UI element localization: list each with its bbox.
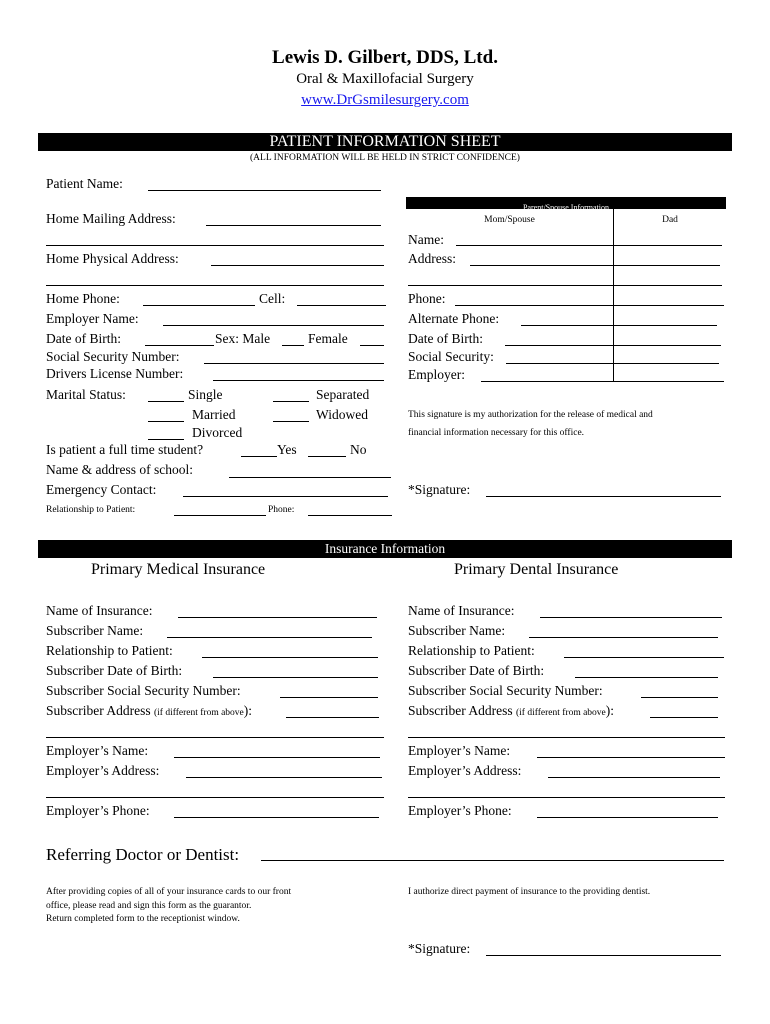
single-label: Single	[188, 387, 223, 402]
guarantor-note-2: office, please read and sign this form as the guarantor.	[46, 901, 252, 911]
parent-alt-phone-field[interactable]	[521, 325, 717, 326]
parent-employer-field[interactable]	[481, 381, 724, 382]
med-emp-name-field[interactable]	[174, 757, 380, 758]
female-field[interactable]	[360, 345, 384, 346]
relationship-label: Relationship to Patient:	[46, 505, 136, 515]
cell-field[interactable]	[297, 305, 386, 306]
divorced-blank[interactable]	[148, 439, 184, 440]
emergency-contact-field[interactable]	[183, 496, 388, 497]
drivers-license-label: Drivers License Number:	[46, 366, 184, 381]
med-if-different-close: ):	[243, 703, 253, 718]
dent-relationship-field[interactable]	[564, 657, 724, 658]
guarantor-note-1: After providing copies of all of your insurance cards to our front	[46, 887, 292, 897]
school-field[interactable]	[229, 477, 391, 478]
home-physical-field-2[interactable]	[46, 285, 384, 286]
dent-emp-address-field[interactable]	[548, 777, 720, 778]
med-sub-ssn-field[interactable]	[280, 697, 378, 698]
sex-male-field[interactable]	[282, 345, 304, 346]
school-label: Name & address of school:	[46, 462, 193, 477]
patient-name-label: Patient Name:	[46, 176, 123, 191]
parent-employer-label: Employer:	[408, 367, 465, 382]
authorization-text-1: This signature is my authorization for the release of medical and	[408, 410, 653, 420]
dent-emp-name-label: Employer’s Name:	[408, 743, 511, 758]
med-emp-address-field[interactable]	[186, 777, 382, 778]
sheet-title: PATIENT INFORMATION SHEET	[269, 133, 501, 150]
website-link[interactable]: www.DrGsmilesurgery.com	[301, 92, 469, 108]
patient-name-field[interactable]	[148, 190, 381, 191]
dent-emp-name-field[interactable]	[537, 757, 725, 758]
insurance-title-bar	[38, 540, 732, 558]
home-phone-label: Home Phone:	[46, 291, 120, 306]
separated-label: Separated	[316, 387, 370, 402]
dent-insurance-name-field[interactable]	[540, 617, 722, 618]
home-physical-field[interactable]	[211, 265, 384, 266]
med-insurance-name-label: Name of Insurance:	[46, 603, 153, 618]
med-relationship-label: Relationship to Patient:	[46, 643, 173, 658]
med-sub-address-field[interactable]	[286, 717, 379, 718]
dent-sub-dob-label: Subscriber Date of Birth:	[408, 663, 545, 678]
mom-spouse-column: Mom/Spouse	[484, 215, 535, 225]
guarantor-signature-field[interactable]	[486, 955, 721, 956]
dent-emp-address-label: Employer’s Address:	[408, 763, 522, 778]
parent-name-field[interactable]	[456, 245, 722, 246]
dent-sub-ssn-field[interactable]	[641, 697, 718, 698]
emergency-phone-label: Phone:	[268, 505, 295, 515]
drivers-license-field[interactable]	[213, 380, 384, 381]
med-emp-phone-label: Employer’s Phone:	[46, 803, 150, 818]
dent-if-different-close: ):	[605, 703, 615, 718]
dent-insurance-name-label: Name of Insurance:	[408, 603, 515, 618]
widowed-label: Widowed	[316, 407, 368, 422]
dent-sub-address-text: Subscriber Address	[408, 703, 513, 718]
parent-dob-field[interactable]	[505, 345, 721, 346]
sex-male-label: Sex: Male	[215, 331, 271, 346]
parent-phone-field[interactable]	[455, 305, 724, 306]
single-blank[interactable]	[148, 401, 184, 402]
parent-dob-label: Date of Birth:	[408, 331, 483, 346]
med-if-different: (if different from above	[154, 708, 244, 718]
confidentiality-note: (ALL INFORMATION WILL BE HELD IN STRICT CONFIDENCE)	[250, 153, 520, 163]
cell-label: Cell:	[259, 291, 286, 306]
employer-name-field[interactable]	[163, 325, 384, 326]
married-blank[interactable]	[148, 421, 184, 422]
practice-name: Lewis D. Gilbert, DDS, Ltd.	[272, 47, 498, 68]
dent-sub-address-field-2[interactable]	[408, 737, 725, 738]
referring-doctor-field[interactable]	[261, 860, 724, 861]
parent-alt-phone-label: Alternate Phone:	[408, 311, 500, 326]
marital-status-label: Marital Status:	[46, 387, 126, 402]
med-emp-address-label: Employer’s Address:	[46, 763, 160, 778]
dent-sub-ssn-label: Subscriber Social Security Number:	[408, 683, 603, 698]
parent-name-label: Name:	[408, 232, 444, 247]
parent-spouse-header: Parent/Spouse Information	[523, 203, 609, 212]
widowed-blank[interactable]	[273, 421, 309, 422]
guarantor-signature-label: *Signature:	[408, 941, 471, 956]
med-sub-dob-field[interactable]	[213, 677, 378, 678]
insurance-title: Insurance Information	[324, 541, 446, 556]
female-label: Female	[308, 331, 348, 346]
med-sub-address-field-2[interactable]	[46, 737, 384, 738]
authorize-payment-text: I authorize direct payment of insurance to the providing dentist.	[408, 887, 651, 897]
referring-doctor-label: Referring Doctor or Dentist:	[46, 845, 240, 864]
parent-phone-label: Phone:	[408, 291, 446, 306]
student-yes-label: Yes	[277, 442, 297, 457]
parent-address-field[interactable]	[470, 265, 720, 266]
ssn-label: Social Security Number:	[46, 349, 180, 364]
med-sub-dob-label: Subscriber Date of Birth:	[46, 663, 183, 678]
dent-emp-phone-field[interactable]	[537, 817, 718, 818]
guarantor-note-3: Return completed form to the receptionist window.	[46, 914, 240, 924]
dent-sub-address-label	[408, 703, 614, 719]
med-sub-address-label	[46, 703, 252, 719]
authorization-text-2: financial information necessary for this office.	[408, 428, 585, 438]
student-no-blank[interactable]	[308, 456, 346, 457]
dent-subscriber-field[interactable]	[529, 637, 718, 638]
dent-emp-address-field-2[interactable]	[408, 797, 725, 798]
home-mailing-label: Home Mailing Address:	[46, 211, 176, 226]
parent-address-label: Address:	[408, 251, 456, 266]
separated-blank[interactable]	[273, 401, 309, 402]
dent-emp-phone-label: Employer’s Phone:	[408, 803, 512, 818]
parent-signature-label: *Signature:	[408, 482, 471, 497]
home-mailing-field[interactable]	[206, 225, 381, 226]
dent-sub-dob-field[interactable]	[575, 677, 718, 678]
med-emp-name-label: Employer’s Name:	[46, 743, 149, 758]
dent-subscriber-label: Subscriber Name:	[408, 623, 506, 638]
parent-address-field-2[interactable]	[408, 285, 722, 286]
dad-column: Dad	[662, 215, 678, 225]
student-question: Is patient a full time student?	[46, 442, 204, 457]
med-relationship-field[interactable]	[202, 657, 378, 658]
specialty: Oral & Maxillofacial Surgery	[296, 71, 474, 87]
emergency-phone-field[interactable]	[308, 515, 392, 516]
student-no-label: No	[350, 442, 367, 457]
emergency-contact-label: Emergency Contact:	[46, 482, 157, 497]
parent-ssn-field[interactable]	[506, 363, 719, 364]
dent-relationship-label: Relationship to Patient:	[408, 643, 535, 658]
parent-col-divider	[613, 209, 614, 382]
parent-signature-field[interactable]	[486, 496, 721, 497]
med-emp-address-field-2[interactable]	[46, 797, 384, 798]
parent-spouse-header-bar	[406, 197, 726, 212]
med-sub-ssn-label: Subscriber Social Security Number:	[46, 683, 241, 698]
ssn-field[interactable]	[204, 363, 384, 364]
med-subscriber-label: Subscriber Name:	[46, 623, 144, 638]
dent-sub-address-field[interactable]	[650, 717, 718, 718]
relationship-field[interactable]	[174, 515, 266, 516]
home-phone-field[interactable]	[143, 305, 255, 306]
dental-insurance-title: Primary Dental Insurance	[454, 561, 619, 578]
med-sub-address-text: Subscriber Address	[46, 703, 151, 718]
dob-label: Date of Birth:	[46, 331, 121, 346]
parent-ssn-label: Social Security:	[408, 349, 494, 364]
med-emp-phone-field[interactable]	[174, 817, 379, 818]
med-insurance-name-field[interactable]	[178, 617, 377, 618]
dob-field[interactable]	[145, 345, 214, 346]
home-mailing-field-2[interactable]	[46, 245, 384, 246]
divorced-label: Divorced	[192, 425, 243, 440]
student-yes-blank[interactable]	[241, 456, 277, 457]
sheet-title-bar	[38, 133, 732, 151]
employer-name-label: Employer Name:	[46, 311, 139, 326]
home-physical-label: Home Physical Address:	[46, 251, 179, 266]
dent-if-different: (if different from above	[516, 708, 606, 718]
medical-insurance-title: Primary Medical Insurance	[91, 561, 266, 578]
med-subscriber-field[interactable]	[167, 637, 372, 638]
married-label: Married	[192, 407, 236, 422]
